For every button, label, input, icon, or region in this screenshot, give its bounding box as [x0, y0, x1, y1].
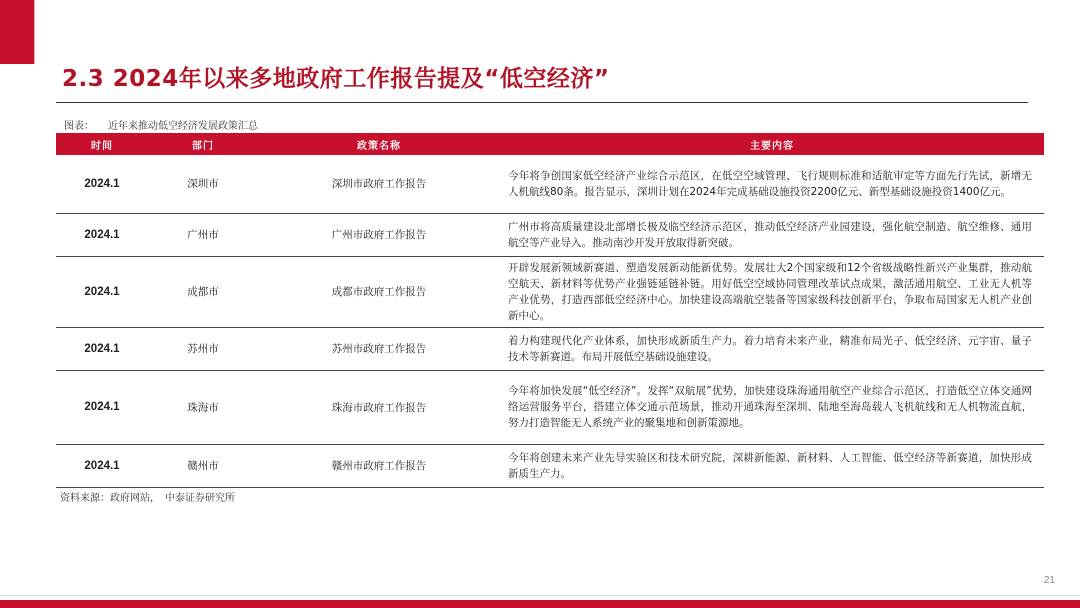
page-number: 21 — [1043, 575, 1055, 586]
table-row — [56, 370, 1044, 444]
header-time: 时间 — [56, 133, 148, 155]
cell-main-content: 着力构建现代化产业体系，加快形成新质生产力。着力培育未来产业，精准布局光子、低空经济、元宇宙、量子技术等新赛道。布局开展低空基础设施建设。 — [500, 327, 1044, 370]
cell-time: 2024.1 — [56, 444, 148, 487]
cell-department: 珠海市 — [148, 370, 258, 444]
cell-time: 2024.1 — [56, 213, 148, 256]
cell-main-content: 今年将争创国家低空经济产业综合示范区，在低空空域管理、飞行规则标准和适航审定等方面先行先试，新增无人机航线80条。报告显示，深圳计划在2024年完成基础设施投资2200亿元、新型基础设施投资1400亿元。 — [500, 155, 1044, 213]
cell-time: 2024.1 — [56, 327, 148, 370]
cell-policy-name: 珠海市政府工作报告 — [258, 370, 500, 444]
table-header-row — [56, 133, 1044, 155]
title-divider — [56, 102, 1028, 103]
cell-main-content: 广州市将高质量建设北部增长极及临空经济示范区，推动低空经济产业园建设，强化航空制造、航空维修、通用航空等产业导入。推动南沙开发开放取得新突破。 — [500, 213, 1044, 256]
table-caption — [64, 117, 258, 132]
cell-time: 2024.1 — [56, 155, 148, 213]
cell-policy-name: 成都市政府工作报告 — [258, 256, 500, 327]
cell-policy-name: 赣州市政府工作报告 — [258, 444, 500, 487]
table-row — [56, 213, 1044, 256]
footer-divider — [0, 595, 1080, 596]
table-row — [56, 256, 1044, 327]
cell-main-content: 今年将加快发展“低空经济”。发挥“双航展”优势，加快建设珠海通用航空产业综合示范区，打造低空立体交通网络运营服务平台，搭建立体交通示范场景，推动开通珠海至深圳、陆地至海岛载人飞机航线和无人机物流直航，努力打造智能无人系统产业的聚集地和创新策源地。 — [500, 370, 1044, 444]
corner-accent-block — [0, 0, 34, 64]
bottom-accent-bar — [0, 600, 1080, 608]
table-row — [56, 155, 1044, 213]
table-row — [56, 444, 1044, 487]
cell-department: 成都市 — [148, 256, 258, 327]
source-note: 资料来源：政府网站， 中泰证券研究所 — [60, 493, 235, 504]
header-policy-name: 政策名称 — [258, 133, 500, 155]
cell-department: 苏州市 — [148, 327, 258, 370]
cell-time: 2024.1 — [56, 256, 148, 327]
cell-policy-name: 广州市政府工作报告 — [258, 213, 500, 256]
caption-label: 图表： — [64, 121, 94, 132]
cell-main-content: 开辟发展新领域新赛道、塑造发展新动能新优势。发展壮大2个国家级和12个省级战略性新兴产业集群，推动航空航天、新材料等优势产业强链延链补链。用好低空空域协同管理改革试点成果，激活通用航空、工业无人机等产业优势，打造西部低空经济中心。加快建设高端航空装备等国家级科技创新平台，争取布局国家无人机产业创新中心。 — [500, 256, 1044, 327]
table-row — [56, 327, 1044, 370]
cell-department: 赣州市 — [148, 444, 258, 487]
cell-policy-name: 深圳市政府工作报告 — [258, 155, 500, 213]
cell-department: 深圳市 — [148, 155, 258, 213]
caption-text: 近年来推动低空经济发展政策汇总 — [108, 121, 258, 132]
corner-accent-line — [34, 0, 35, 64]
header-department: 部门 — [148, 133, 258, 155]
cell-department: 广州市 — [148, 213, 258, 256]
cell-time: 2024.1 — [56, 370, 148, 444]
policy-table — [56, 133, 1044, 488]
cell-policy-name: 苏州市政府工作报告 — [258, 327, 500, 370]
header-main-content: 主要内容 — [500, 133, 1044, 155]
slide-title: 2.3 2024年以来多地政府工作报告提及“低空经济” — [62, 66, 610, 92]
cell-main-content: 今年将创建未来产业先导实验区和技术研究院，深耕新能源、新材料、人工智能、低空经济等新赛道，加快形成新质生产力。 — [500, 444, 1044, 487]
